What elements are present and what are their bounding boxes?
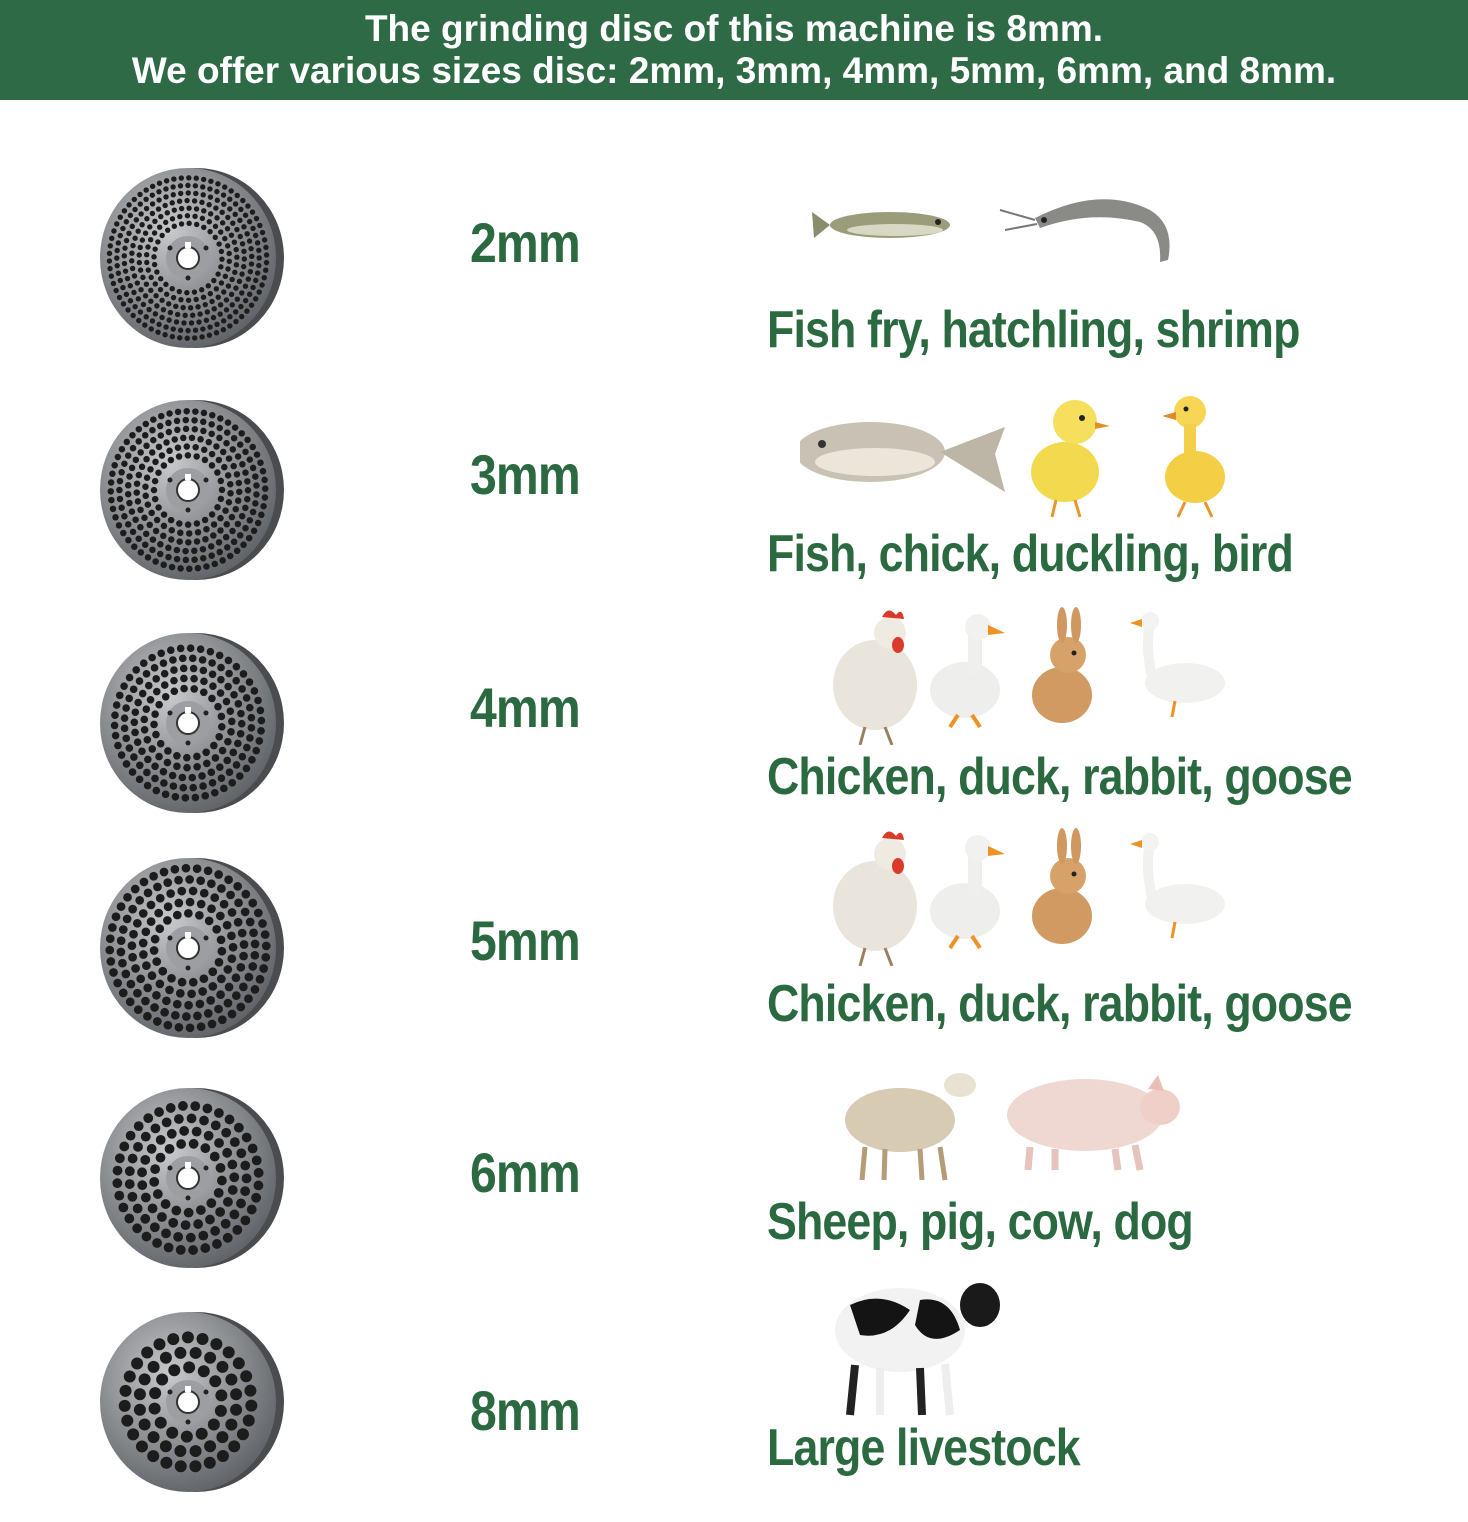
rabbit-icon bbox=[1032, 828, 1092, 944]
disc-row-5mm bbox=[0, 838, 1468, 1070]
animals-image bbox=[800, 1055, 1400, 1195]
size-label: 8mm bbox=[470, 1379, 580, 1442]
size-label: 6mm bbox=[470, 1141, 580, 1204]
use-label: Large livestock bbox=[767, 1419, 1080, 1477]
animals-image bbox=[800, 392, 1400, 532]
duck-icon bbox=[930, 835, 1005, 948]
fish-icon bbox=[800, 422, 1005, 492]
shrimp-icon bbox=[1000, 199, 1170, 262]
duckling-icon bbox=[1162, 396, 1225, 517]
pellet-disc-4mm-image bbox=[100, 623, 290, 823]
use-label: Chicken, duck, rabbit, goose bbox=[767, 748, 1352, 806]
use-label: Fish, chick, duckling, bird bbox=[767, 525, 1293, 583]
header-banner bbox=[0, 0, 1468, 100]
animals-image bbox=[800, 1260, 1400, 1425]
size-label: 2mm bbox=[470, 211, 580, 274]
use-label: Fish fry, hatchling, shrimp bbox=[767, 301, 1300, 359]
disc-row-8mm bbox=[0, 1290, 1468, 1522]
use-label: Chicken, duck, rabbit, goose bbox=[767, 975, 1352, 1033]
pellet-disc-5mm-image bbox=[100, 848, 290, 1048]
header-line-1: The grinding disc of this machine is 8mm. bbox=[364, 8, 1104, 49]
cow-icon bbox=[835, 1283, 1000, 1415]
pig-icon bbox=[1007, 1075, 1180, 1170]
pellet-disc-6mm-image bbox=[100, 1078, 290, 1278]
pellet-disc-3mm-image bbox=[100, 390, 290, 590]
header-line-2: We offer various sizes disc: 2mm, 3mm, 4mm, 5mm, 6mm, and 8mm. bbox=[131, 50, 1337, 91]
disc-row-2mm bbox=[0, 140, 1468, 372]
animals-image bbox=[800, 826, 1400, 966]
disc-row-4mm bbox=[0, 605, 1468, 837]
fish-fry-icon bbox=[812, 212, 950, 238]
animals-image bbox=[800, 605, 1400, 745]
disc-row-3mm bbox=[0, 372, 1468, 604]
chick-icon bbox=[1031, 400, 1110, 517]
size-label: 4mm bbox=[470, 676, 580, 739]
duck-icon bbox=[930, 614, 1005, 727]
animals-image bbox=[800, 180, 1400, 320]
use-label: Sheep, pig, cow, dog bbox=[767, 1193, 1193, 1251]
chicken-icon bbox=[833, 610, 917, 745]
size-label: 5mm bbox=[470, 909, 580, 972]
goose-icon bbox=[1130, 612, 1225, 717]
pellet-disc-2mm-image bbox=[100, 158, 290, 358]
pellet-disc-8mm-image bbox=[100, 1302, 290, 1502]
goose-icon bbox=[1130, 833, 1225, 938]
size-label: 3mm bbox=[470, 443, 580, 506]
rabbit-icon bbox=[1032, 607, 1092, 723]
sheep-icon bbox=[845, 1073, 976, 1180]
chicken-icon bbox=[833, 831, 917, 966]
